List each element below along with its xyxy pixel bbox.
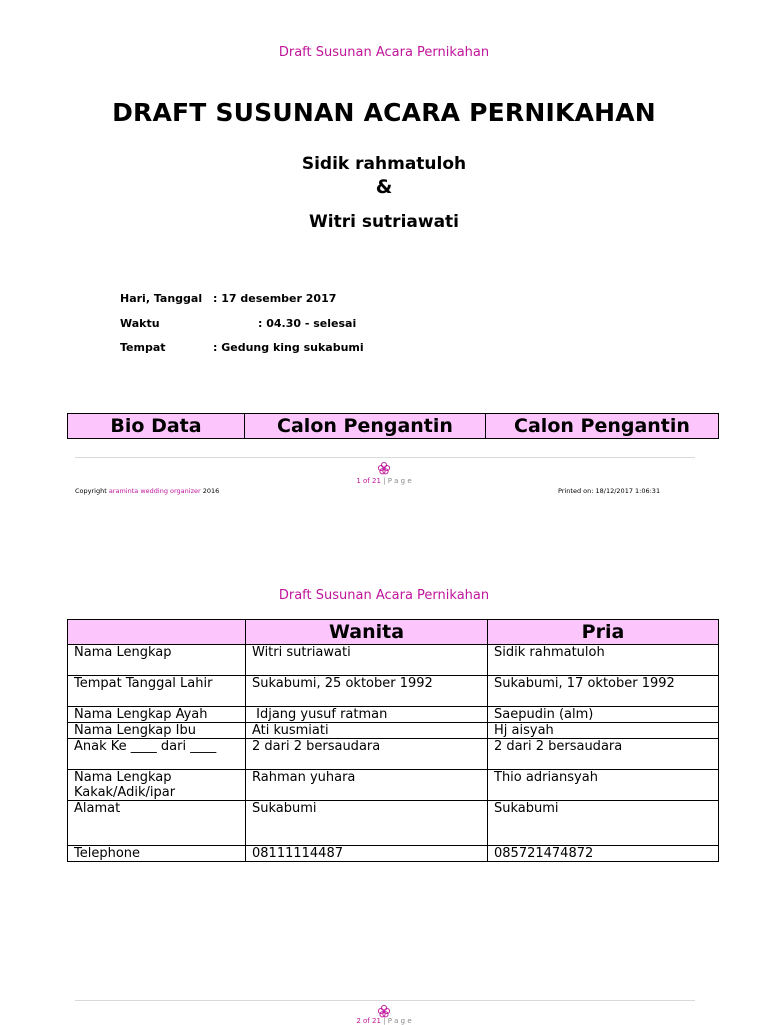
row-label: Anak Ke ____ dari ____ xyxy=(68,739,246,770)
row-label: Nama Lengkap Kakak/Adik/ipar xyxy=(68,770,246,801)
page-word: P a g e xyxy=(387,477,412,485)
wanita-value: Sukabumi, 25 oktober 1992 xyxy=(246,676,488,707)
info-label-venue: Tempat xyxy=(120,341,166,354)
wanita-value: 08111114487 xyxy=(246,846,488,862)
copyright-brand: aramintа wedding organizer xyxy=(108,487,201,495)
column-header-wanita: Wanita xyxy=(246,620,488,645)
bio-data-table xyxy=(67,413,719,439)
wanita-value: Witri sutriawati xyxy=(246,645,488,676)
table-row xyxy=(68,645,719,676)
wanita-value: Ati kusmiati xyxy=(246,723,488,739)
table-header-row xyxy=(68,620,719,645)
row-label: Nama Lengkap xyxy=(68,645,246,676)
bride-name: Witri sutriawati xyxy=(309,212,459,232)
table-row xyxy=(68,414,719,439)
pria-value: Sukabumi, 17 oktober 1992 xyxy=(488,676,719,707)
wanita-value: Rahman yuhara xyxy=(246,770,488,801)
copyright-year: 2016 xyxy=(200,487,220,495)
pria-value: 085721474872 xyxy=(488,846,719,862)
page-current: 2 of 21 xyxy=(356,1017,381,1025)
page-word: P a g e xyxy=(387,1017,412,1025)
table-row xyxy=(68,676,719,707)
table-row xyxy=(68,739,719,770)
row-label: Nama Lengkap Ayah xyxy=(68,707,246,723)
pria-value: Saepudin (alm) xyxy=(488,707,719,723)
column-header-pria: Pria xyxy=(488,620,719,645)
info-value-venue: : Gedung king sukabumi xyxy=(213,341,364,354)
row-label: Tempat Tanggal Lahir xyxy=(68,676,246,707)
biodata-table xyxy=(67,619,719,862)
info-label-time: Waktu xyxy=(120,317,160,330)
wanita-value: 2 dari 2 bersaudara xyxy=(246,739,488,770)
document-title: DRAFT SUSUNAN ACARA PERNIKAHAN xyxy=(112,98,656,127)
table-row xyxy=(68,770,719,801)
footer-divider xyxy=(75,1000,695,1001)
printed-date: Printed on: 18/12/2017 1:06:31 xyxy=(558,487,661,495)
page-header: Draft Susunan Acara Pernikahan xyxy=(278,45,490,60)
table-row xyxy=(68,801,719,846)
wanita-value: Sukabumi xyxy=(246,801,488,846)
pria-value: Sukabumi xyxy=(488,801,719,846)
pria-value: Hj aisyah xyxy=(488,723,719,739)
copyright-prefix: Copyright xyxy=(75,487,109,495)
table-row xyxy=(68,723,719,739)
wanita-value: Idjang yusuf ratman xyxy=(246,707,488,723)
bio-header-cell: Calon Pengantin xyxy=(486,414,719,439)
bio-header-cell: Bio Data xyxy=(68,414,245,439)
page-separator: | xyxy=(380,477,388,485)
info-label-date: Hari, Tanggal xyxy=(120,292,203,305)
pria-value: Sidik rahmatuloh xyxy=(488,645,719,676)
bio-header-cell: Calon Pengantin xyxy=(245,414,486,439)
page-header: Draft Susunan Acara Pernikahan xyxy=(278,588,490,603)
table-row xyxy=(68,846,719,862)
table-row xyxy=(68,707,719,723)
groom-name: Sidik rahmatuloh xyxy=(301,154,467,174)
footer-divider xyxy=(75,457,695,458)
copyright-text xyxy=(75,487,219,495)
pria-value: Thio adriansyah xyxy=(488,770,719,801)
info-value-date: : 17 desember 2017 xyxy=(213,292,337,305)
row-label: Telephone xyxy=(68,846,246,862)
info-value-time: : 04.30 - selesai xyxy=(258,317,357,330)
page-number xyxy=(0,477,768,485)
ampersand: & xyxy=(375,176,393,198)
page-separator: | xyxy=(380,1017,388,1025)
column-header xyxy=(68,620,246,645)
row-label: Nama Lengkap Ibu xyxy=(68,723,246,739)
page-current: 1 of 21 xyxy=(356,477,381,485)
row-label: Alamat xyxy=(68,801,246,846)
pria-value: 2 dari 2 bersaudara xyxy=(488,739,719,770)
